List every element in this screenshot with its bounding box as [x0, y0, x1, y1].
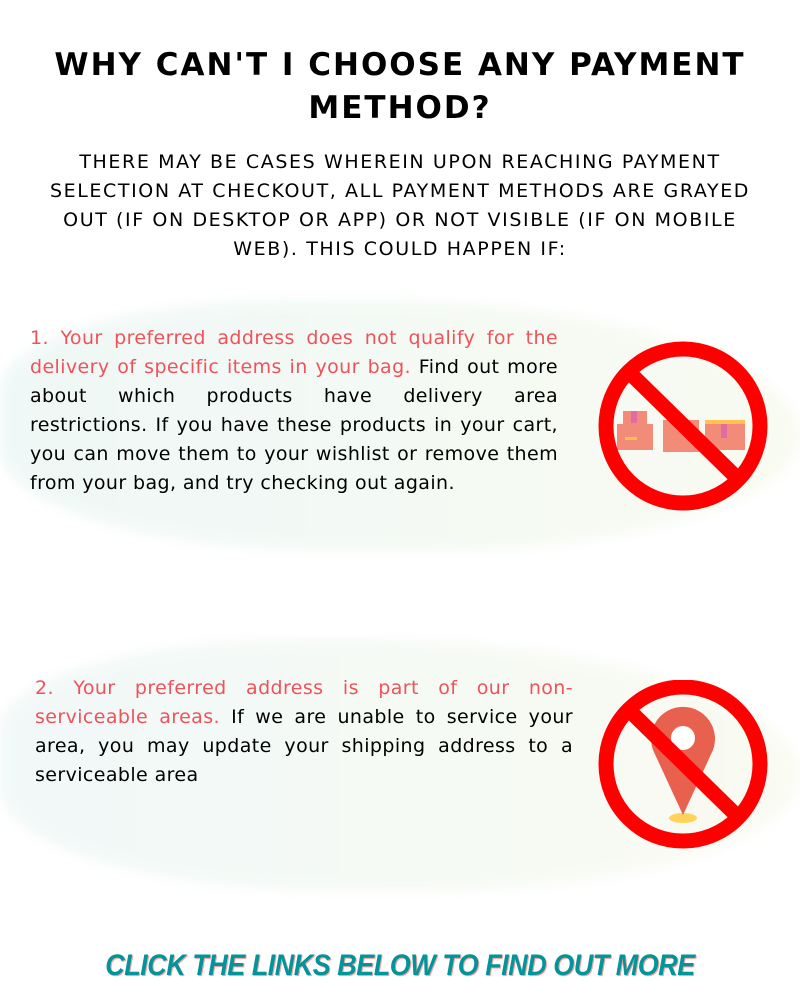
no-boxes-icon — [595, 338, 775, 518]
reason-1 — [30, 324, 558, 498]
find-out-more-link[interactable]: CLICK THE LINKS BELOW TO FIND OUT MORE — [105, 948, 695, 982]
reason-1-text: Find out more about which products have delivery area restrictions. If you have these products in your cart, you can move them to your wishlist or remove them from your bag, and try checking out again. — [30, 356, 558, 494]
reason-2-text: If we are unable to service your area, you may update your shipping address to a serviceable area — [35, 706, 573, 786]
reason-2 — [35, 674, 573, 790]
reason-2-highlight: 2. Your preferred address is part of our non-serviceable areas. — [35, 677, 573, 728]
reason-1-highlight: 1. Your preferred address does not qualify for the delivery of specific items in your bag. — [30, 327, 558, 378]
page-title: WHY CAN'T I CHOOSE ANY PAYMENT METHOD? — [54, 47, 746, 126]
no-location-pin-icon — [595, 680, 775, 850]
intro-text: THERE MAY BE CASES WHEREIN UPON REACHING PAYMENT SELECTION AT CHECKOUT, ALL PAYMENT METHODS ARE GRAYED OUT (IF ON DESKTOP OR APP) OR NOT VISIBLE (IF ON MOBILE WEB). THIS COULD HAPPEN IF: — [49, 151, 751, 260]
